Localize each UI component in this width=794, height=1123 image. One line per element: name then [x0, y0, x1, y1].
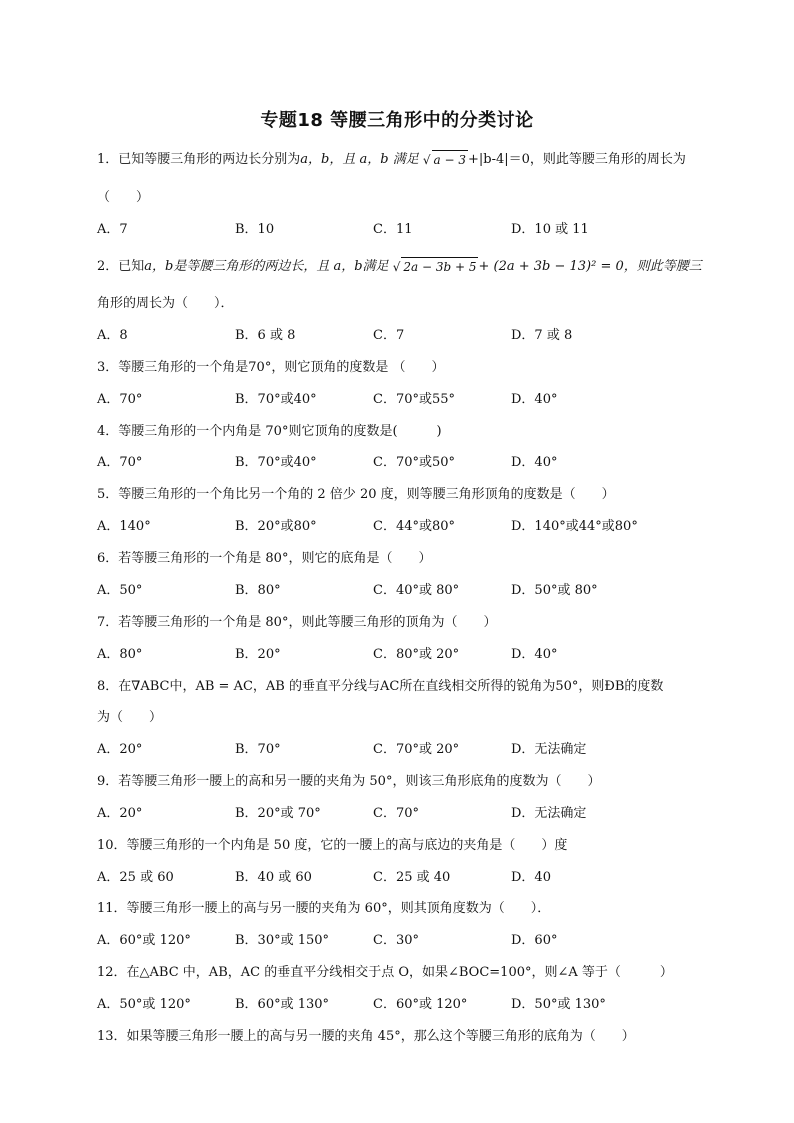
question-1-radicand: a − 3: [432, 150, 468, 169]
question-12-option-d: D．50°或 130°: [511, 997, 606, 1012]
question-12-option-c: C．60°或 120°: [373, 997, 468, 1012]
question-3-option-b: B．70°或40°: [235, 392, 317, 407]
question-1-line2: （ ）: [97, 190, 150, 205]
question-3-option-c: C．70°或55°: [373, 392, 456, 407]
question-4-option-b: B．70°或40°: [235, 455, 317, 470]
question-13-text: 13．如果等腰三角形一腰上的高与另一腰的夹角 45°，那么这个等腰三角形的底角为（ ）: [97, 1029, 635, 1044]
question-1-options: [97, 221, 717, 239]
question-6-option-a: A．50°: [97, 583, 143, 598]
question-4-option-a: A．70°: [97, 455, 143, 470]
question-4-options: [97, 454, 717, 472]
question-1-option-b: B．10: [235, 222, 275, 237]
question-8-line2: 为（ ）: [97, 710, 163, 725]
question-11-option-a: A．60°或 120°: [97, 933, 191, 948]
question-8-line1: 8．在∇ABC中，AB = AC，AB 的垂直平分线与AC所在直线相交所得的锐角为50°，则ÐB的度数: [97, 679, 664, 694]
question-6-option-b: B．80°: [235, 583, 281, 598]
question-4-option-d: D．40°: [511, 455, 558, 470]
question-9-option-a: A．20°: [97, 806, 143, 821]
question-1-option-a: A．7: [97, 222, 128, 237]
question-6-option-c: C．40°或 80°: [373, 583, 460, 598]
question-8-option-a: A．20°: [97, 742, 143, 757]
question-9-option-d: D．无法确定: [511, 806, 587, 821]
question-6-options: [97, 582, 717, 600]
question-10-option-a: A．25 或 60: [97, 870, 174, 885]
question-3-option-a: A．70°: [97, 392, 143, 407]
question-9-option-b: B．20°或 70°: [235, 806, 321, 821]
question-10-option-c: C．25 或 40: [373, 870, 451, 885]
question-11-text: 11．等腰三角形一腰上的高与另一腰的夹角为 60°，则其顶角度数为（ ）．: [97, 901, 551, 916]
question-2-option-d: D．7 或 8: [511, 328, 573, 343]
question-12-option-b: B．60°或 130°: [235, 997, 330, 1012]
question-7-options: [97, 646, 717, 664]
question-1-line1: [97, 150, 707, 169]
question-6-option-d: D．50°或 80°: [511, 583, 598, 598]
question-5-option-d: D．140°或44°或80°: [511, 519, 638, 534]
question-12-option-a: A．50°或 120°: [97, 997, 191, 1012]
question-12-options: [97, 996, 717, 1014]
question-3-option-d: D．40°: [511, 392, 558, 407]
question-2-vars: a，b是等腰三角形的两边长，且 a，b满足: [144, 259, 389, 274]
question-9-options: [97, 805, 717, 823]
sqrt-symbol: √: [422, 153, 431, 167]
question-7-option-a: A．80°: [97, 647, 143, 662]
question-1-prefix: 1．已知等腰三角形的两边长分别为: [97, 152, 301, 167]
question-5-option-c: C．44°或80°: [373, 519, 456, 534]
question-8-option-d: D．无法确定: [511, 742, 587, 757]
question-8-option-c: C．70°或 20°: [373, 742, 460, 757]
question-11-option-b: B．30°或 150°: [235, 933, 330, 948]
question-2-option-c: C．7: [373, 328, 405, 343]
question-1-option-d: D．10 或 11: [511, 222, 589, 237]
question-2-tail: + (2a + 3b − 13)² = 0，则此等腰三: [478, 259, 702, 274]
question-2-prefix: 2．已知: [97, 259, 145, 274]
question-2-line2: 角形的周长为（ ）．: [97, 296, 234, 311]
question-11-options: [97, 932, 717, 950]
question-10-text: 10．等腰三角形的一个内角是 50 度，它的一腰上的高与底边的夹角是（ ）度: [97, 838, 568, 853]
question-2-option-a: A．8: [97, 328, 128, 343]
question-3-options: [97, 391, 717, 409]
question-11-option-d: D．60°: [511, 933, 558, 948]
question-10-option-d: D．40: [511, 870, 551, 885]
question-2-formula: [393, 257, 479, 276]
question-7-text: 7．若等腰三角形的一个角是 80°，则此等腰三角形的顶角为（ ）: [97, 615, 497, 630]
question-2-option-b: B．6 或 8: [235, 328, 296, 343]
question-7-option-b: B．20°: [235, 647, 281, 662]
question-3-text: 3．等腰三角形的一个角是70°，则它顶角的度数是 （ ）: [97, 360, 445, 375]
question-8-option-b: B．70°: [235, 742, 281, 757]
question-1-option-c: C．11: [373, 222, 413, 237]
question-1-tail: +|b-4|＝0，则此等腰三角形的周长为: [467, 152, 686, 167]
question-10-options: [97, 869, 717, 887]
question-11-option-c: C．30°: [373, 933, 419, 948]
question-10-option-b: B．40 或 60: [235, 870, 312, 885]
question-9-text: 9．若等腰三角形一腰上的高和另一腰的夹角为 50°，则该三角形底角的度数为（ ）: [97, 774, 601, 789]
question-6-text: 6．若等腰三角形的一个角是 80°，则它的底角是（ ）: [97, 551, 432, 566]
question-4-option-c: C．70°或50°: [373, 455, 456, 470]
sqrt-symbol: √: [392, 260, 401, 274]
question-2-line1: [97, 257, 707, 276]
question-1-vars: a，b，且 a，b 满足: [300, 152, 419, 167]
question-2-radicand: 2a − 3b + 5: [401, 257, 478, 276]
question-9-option-c: C．70°: [373, 806, 419, 821]
question-5-options: [97, 518, 717, 536]
question-7-option-d: D．40°: [511, 647, 558, 662]
question-5-text: 5．等腰三角形的一个角比另一个角的 2 倍少 20 度，则等腰三角形顶角的度数是（ ）: [97, 487, 615, 502]
question-8-options: [97, 741, 717, 759]
question-1-formula: [423, 150, 468, 169]
page-title: 专题18 等腰三角形中的分类讨论: [260, 110, 534, 131]
question-12-text: 12．在△ABC 中，AB，AC 的垂直平分线相交于点 O，如果∠BOC=100°，则∠A 等于（ ）: [97, 965, 673, 980]
question-5-option-a: A．140°: [97, 519, 151, 534]
question-4-text: 4．等腰三角形的一个内角是 70°则它顶角的度数是( ): [97, 424, 442, 439]
question-2-options: [97, 327, 717, 345]
question-5-option-b: B．20°或80°: [235, 519, 317, 534]
question-7-option-c: C．80°或 20°: [373, 647, 460, 662]
